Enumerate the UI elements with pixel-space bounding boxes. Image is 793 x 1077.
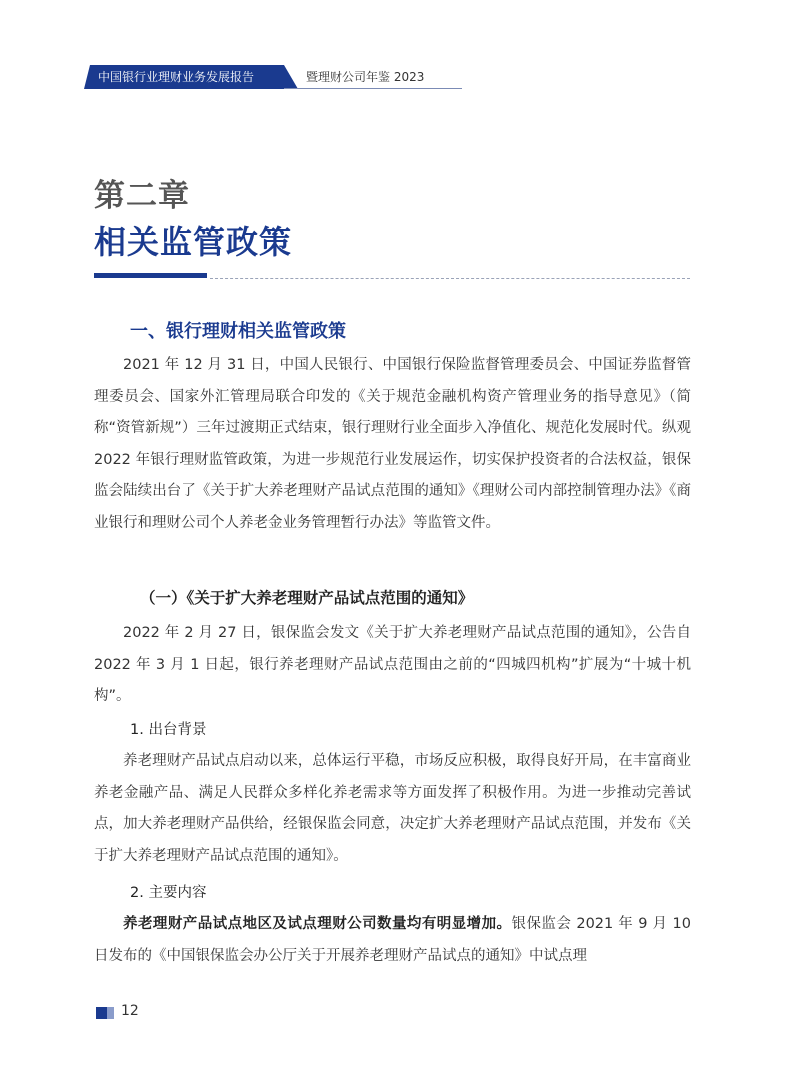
- item-heading-content: 2. 主要内容: [130, 885, 207, 901]
- lead-sentence: 养老理财产品试点地区及试点理财公司数量均有明显增加。: [123, 916, 512, 932]
- chapter-rule-solid: [94, 273, 207, 278]
- page-marker-icon: [96, 1007, 114, 1019]
- report-title: 中国银行业理财业务发展报告: [98, 70, 255, 84]
- subsection-paragraph: 2022 年 2 月 27 日，银保监会发文《关于扩大养老理财产品试点范围的通知》，公告自 2022 年 3 月 1 日起，银行养老理财产品试点范围由之前的“四城四机构”扩展为“十城十机构”。: [94, 625, 691, 704]
- item-paragraph-content-text: 银保监会 2021 年 9 月 10 日发布的《中国银保监会办公厅关于开展养老理财产品试点的通知》中试点理: [94, 916, 692, 964]
- yearbook-title: 暨理财公司年鉴 2023: [306, 70, 425, 84]
- page-number: 12: [121, 1003, 139, 1019]
- item-heading-background: 1. 出台背景: [130, 722, 207, 738]
- item-paragraph-content: [94, 909, 691, 972]
- section-paragraph: 2021 年 12 月 31 日，中国人民银行、中国银行保险监督管理委员会、中国证券监督管理委员会、国家外汇管理局联合印发的《关于规范金融机构资产管理业务的指导意见》（简称“资管新规”）三年过渡期正式结束，银行理财行业全面步入净值化、规范化发展时代。纵观 2022 年银行理财监管政策，为进一步规范行业发展运作，切实保护投资者的合法权益，银保监会陆续出台了《关于扩大养老理财产品试点范围的通知》《理财公司内部控制管理办法》《商业银行和理财公司个人养老金业务管理暂行办法》等监管文件。: [94, 357, 691, 531]
- section-heading: 一、银行理财相关监管政策: [130, 321, 346, 342]
- header-underline: [284, 88, 462, 89]
- chapter-label: 第二章: [94, 178, 190, 214]
- chapter-rule-dotted: [210, 278, 690, 279]
- item-paragraph-background: 养老理财产品试点启动以来，总体运行平稳，市场反应积极，取得良好开局，在丰富商业养老金融产品、满足人民群众多样化养老需求等方面发挥了积极作用。为进一步推动完善试点，加大养老理财产品供给，经银保监会同意，决定扩大养老理财产品试点范围，并发布《关于扩大养老理财产品试点范围的通知》。: [94, 753, 691, 864]
- running-header: [84, 65, 462, 89]
- subsection-heading: （一）《关于扩大养老理财产品试点范围的通知》: [140, 589, 474, 607]
- chapter-title: 相关监管政策: [94, 223, 293, 261]
